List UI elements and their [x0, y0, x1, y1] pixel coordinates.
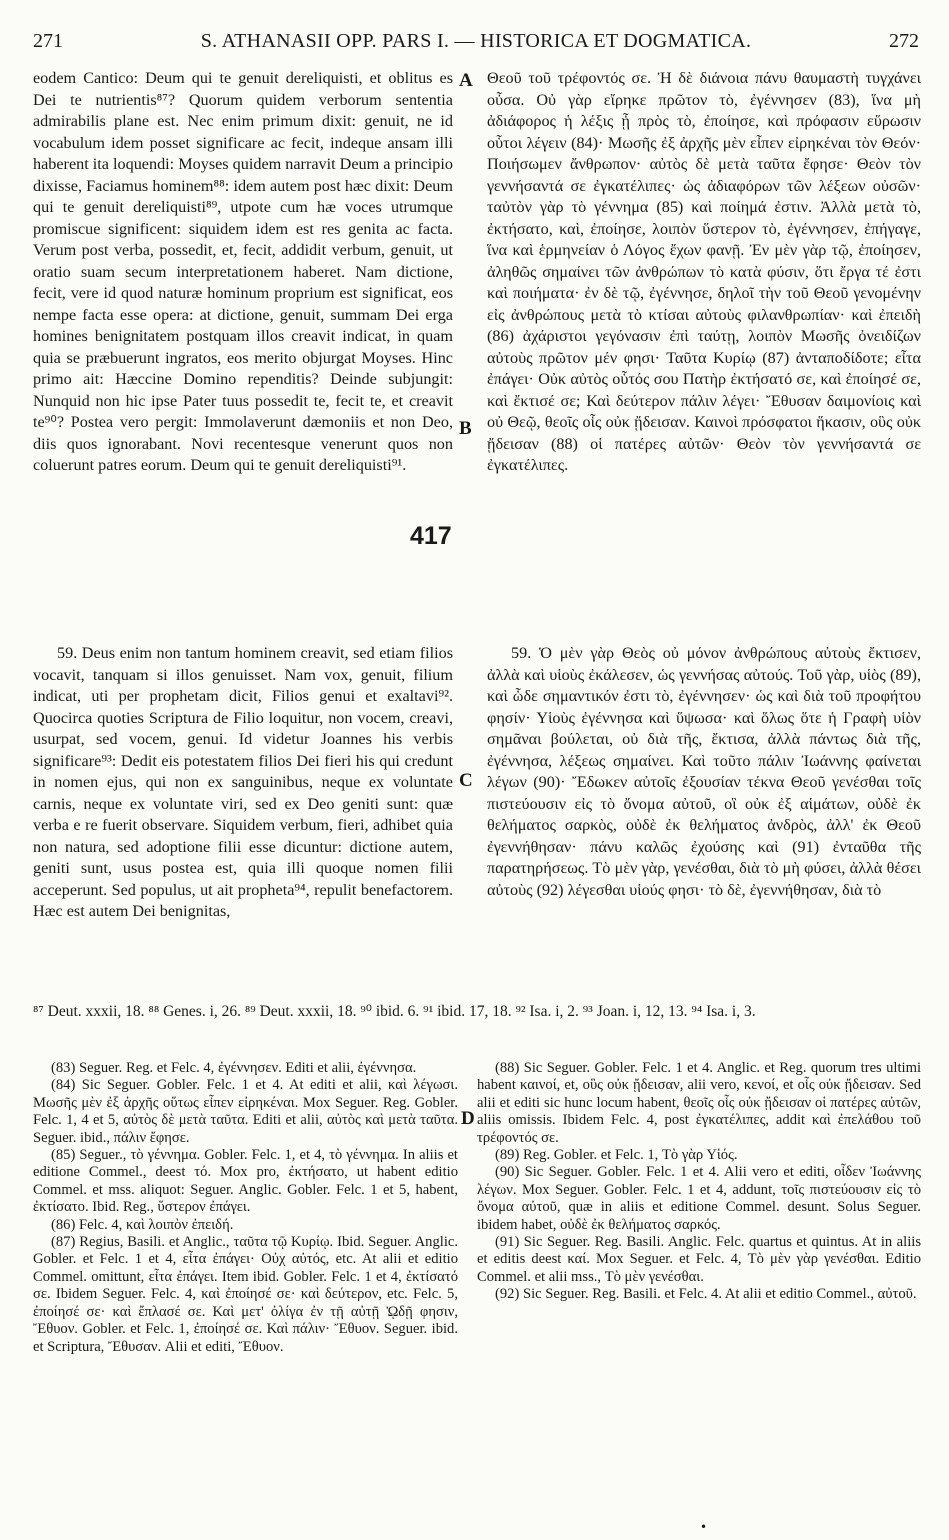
note-87: (87) Regius, Basili. et Anglic., ταῦτα τῷ Κυρίῳ. Ibid. Seguer. Anglic. Gobler. et Felc. 1 et 4, εἶτα ἐπάγει· Οὐχ αὐτός, etc. At alii et editio Commel. omittunt, εἶτα ἐπάγει. Item ibid. Gobler. Felc. 1 et 4, ἐκτίσατό σε. Ibidem Seguer. Felc. 4, καὶ ἐποίησέ σε· καὶ δεύτερον, etc. Felc. 5, ἐποίησέ σε· καὶ ἔπλασέ σε. Καὶ μετ' ὀλίγα ἐν τῇ αὐτῇ ᾨδῇ φησιν, Ἔθυον. Gobler. et Felc. 1, ἐποίησέ σε. Καὶ πάλιν· Ἔθυον. Seguer. ibid. et Scriptura, Ἔθυσαν. Alii et editi, Ἔθυον. [33, 1234, 458, 1355]
latin-main-text: eodem Cantico: Deum qui te genuit dereliquisti, et oblitus es Dei te nutrientis⁸⁷? Quorum quidem verborum sententia admirabilis plane est. Nec enim primum dixit: genuit, ne id vocabulum idem posset significare ac fecit, indeque ansam illi haberent ita loquendi: Moyses quidem narravit Deum a principio dixisse, Faciamus hominem⁸⁸: idem autem post hæc dixit: Deum qui te genuit dereliquisti⁸⁹, utpote cum hæ voces utrumque promiscue significent: siquidem idem est res genita ac facta. Verum post verba, possedit, et, fecit, addidit verbum, genuit, ut oratio suam secum interpretationem haberet. Nam dictione, fecit, vere id quod naturæ hominum proprium est significat, eos nempe facta esse opera: at dictione, genuit, summam Dei erga homines benignitatem postquam illos creavit indicat, in quam quia se præbuerunt ingratos, eos merito objurgat Moyses. Hinc primo ait: Hæccine Domino rependitis? Deinde subjungit: Nunquid non hic ipse Pater tuus possedit te, fecit te, et creavit te⁹⁰? Postea vero pergit: Immolaverunt dæmoniis et non Deo, diis quos ignorabant. Novi recentesque venerunt quos non coluerunt patres eorum. Deum qui te genuit dereliquisti⁹¹. [33, 69, 453, 474]
greek-main-text: Θεοῦ τοῦ τρέφοντός σε. Ἡ δὲ διάνοια πάνυ θαυμαστὴ τυγχάνει οὖσα. Οὐ γὰρ εἴρηκε πρῶτον τὸ, ἐγέννησεν (83), ἵνα μὴ ἀδιάφορος ἡ λέξις ᾖ πρὸς τὸ, ἐποίησε, καὶ πρόφασιν εὕρωσιν οὗτοι λέγειν (84)· Μωσῆς ἐξ ἀρχῆς μὲν εἶπεν εἰρηκέναι τὸν Θεόν· Ποιήσωμεν ἄνθρωπον· αὐτὸς δὲ μετὰ ταῦτα ἔφησε· Θεὸν τὸν γεννήσαντά σε ἐγκατέλιπες· ὡς ἀδιαφόρων τῶν λέξεων οὐσῶν· ταὐτὸν γὰρ τὸ γέννημα (85) καὶ ποίημά ἐστιν. Ἀλλὰ μετὰ τὸ, ἐκτήσατο, καὶ, ἐποίησε, λοιπὸν ὕστερον τὸ, ἐγέννησεν, ἐπήγαγε, ἵνα καὶ ἑρμηνείαν ὁ Λόγος ἔχων φανῇ. Ἐν μὲν γὰρ τῷ, ἐποίησεν, ἀληθῶς σημαίνει τῶν ἀνθρώπων τὸ κατὰ φύσιν, ὅτι ἔργα τέ ἐστι καὶ ποιήματα· ἐν δὲ τῷ, ἐγέννησε, δηλοῖ τὴν τοῦ Θεοῦ γενομένην εἰς ἀνθρώπους μετὰ τὸ κτίσαι αὐτοὺς φιλανθρωπίαν· καὶ ἐπειδὴ (86) ἀχάριστοι γεγόνασιν ἐπὶ ταύτῃ, λοιπὸν Μωσῆς ὀνειδίζων αὐτοὺς πρῶτον μέν φησι· Ταῦτα Κυρίῳ (87) ἀνταποδίδοτε; εἶτα ἐπάγει· Οὐκ αὐτὸς οὗτός σου Πατὴρ ἐκτήσατό σε, καὶ ἐποίησέ σε, καὶ ἔκτισέ σε; Καὶ δεύτερον πάλιν λέγει· Ἔθυσαν δαιμονίοις καὶ οὐ Θεῷ, θεοῖς οἷς οὐκ ᾔδεισαν. Καινοὶ πρόσφατοι ἥκασιν, οὓς οὐκ ᾔδεισαν (88) οἱ πατέρες αὐτῶν· Θεὸν τὸν γεννήσαντά σε ἐγκατέλιπες. [487, 69, 921, 474]
note-92: (92) Sic Seguer. Reg. Basili. et Felc. 4. At alii et editio Commel., αὐτοῦ. [495, 1286, 917, 1303]
note-88: (88) Sic Seguer. Gobler. Felc. 1 et 4. Anglic. et Reg. quorum tres ultimi habent καινοί, et, οὓς οὐκ ᾔδεισαν, alii vero, κενοί, et οἷς οὐκ ᾔδεισαν. Sed alii et editi sic hunc locum habent, θεοῖς οἷς οὐκ ᾔδεισαν οἱ πατέρες αὐτῶν, aliis omissis. Ibidem Felc. 4, post ἐγκατέλιπες, addit καὶ ἐπελάθου τοῦ τρέφοντός σε. [477, 1060, 921, 1146]
greek-main-column [487, 68, 921, 640]
note-84: (84) Sic Seguer. Gobler. Felc. 1 et 4. At editi et alii, καὶ λέγωσι. Μωσῆς μὲν ἐξ ἀρχῆς οὕτως εἶπεν εἰρηκέναι. Mox Seguer. Reg. Gobler. Felc. 1, 4 et 5, αὐτὸς δὲ μετὰ ταῦτα. Editi et alii, αὐτὸς καὶ μετὰ ταῦτα. Seguer. ibid., πάλιν ἔφησε. [33, 1077, 458, 1146]
critical-notes-left [33, 1060, 458, 1515]
latin-main-column [33, 68, 453, 640]
margin-letter-a: A [459, 70, 473, 91]
latin-section-59 [33, 643, 453, 988]
latin-section-59-text: 59. Deus enim non tantum hominem creavit, sed etiam filios vocavit, tanquam si illos genuisset. Nam vox, genuit, filium indicat, uti per prophetam dicit, Filios genui et exaltavi⁹². Quocirca quoties Scriptura de Filio loquitur, non vocem, creavi, usurpat, sed vocem, genui. Id videtur Joannes his verbis significare⁹³: Dedit eis potestatem filios Dei fieri his qui credunt in nomen ejus, qui non ex sanguinibus, neque ex voluntate carnis, neque ex voluntate viri, sed ex Deo geniti sunt: quæ verba e re fuerit observare. Siquidem verbum, fieri, adhibet quia non natura, sed adoptione filii esse dicuntur: dictione autem, geniti sunt, usus postea est, quia illi quoque nomen filii acceperunt. Sed populus, ut ait propheta⁹⁴, repulit benefactorem. Hæc est autem Dei benignitas, [33, 644, 453, 920]
greek-section-59 [487, 643, 921, 988]
page-number-right: 272 [889, 30, 919, 52]
note-89: (89) Reg. Gobler. et Felc. 1, Τὸ γὰρ Υἱός. [495, 1147, 738, 1164]
margin-letter-b: B [459, 418, 472, 439]
running-header [33, 30, 919, 58]
critical-notes-right [477, 1060, 921, 1515]
note-90: (90) Sic Seguer. Gobler. Felc. 1 et 4. Alii vero et editi, οἶδεν Ἰωάννης λέγων. Mox Seguer. Gobler. Felc. 1 et 4, addunt, τοῖς πιστεύουσιν εἰς τὸ ὄνομα αὐτοῦ, quæ in aliis et editione Commel. desunt. Solus Seguer. ibidem habet, οὐδὲ ἐκ θελήματος σαρκός. [477, 1164, 921, 1233]
end-mark: • [700, 1520, 708, 1534]
margin-letter-c: C [459, 770, 473, 791]
edition-page-marker: 417 [410, 522, 452, 550]
scripture-references-text: ⁸⁷ Deut. xxxii, 18. ⁸⁸ Genes. i, 26. ⁸⁹ Deut. xxxii, 18. ⁹⁰ ibid. 6. ⁹¹ ibid. 17, 18. ⁹² Isa. i, 2. ⁹³ Joan. i, 12, 13. ⁹⁴ Isa. i, 3. [33, 1003, 756, 1020]
note-83: (83) Seguer. Reg. et Felc. 4, ἐγέννησεν. Editi et alii, ἐγέννησα. [51, 1060, 417, 1076]
note-86: (86) Felc. 4, καὶ λοιπὸν ἐπειδή. [51, 1216, 234, 1233]
greek-section-59-text: 59. Ὁ μὲν γὰρ Θεὸς οὐ μόνον ἀνθρώπους αὐτοὺς ἔκτισεν, ἀλλὰ καὶ υἱοὺς ἐκάλεσεν, ὡς γεννήσας αὐτούς. Τοῦ γὰρ, υἱὸς (89), καὶ ὧδε σημαντικόν ἐστι τὸ, ἐγέννησεν· ὡς καὶ διὰ τοῦ προφήτου φησίν· Υἱοὺς ἐγέννησα καὶ ὕψωσα· καὶ ὅλως ὅτε ἡ Γραφὴ υἱὸν σημᾶναι βούλεται, οὐ διὰ τῆς, ἔκτισα, ἀλλὰ πάντως διὰ τῆς, ἐγέννησα, λέξεως σημαίνει. Καὶ τοῦτο πάλιν Ἰωάννης φαίνεται λέγων (90)· Ἔδωκεν αὐτοῖς ἐξουσίαν τέκνα Θεοῦ γενέσθαι τοῖς πιστεύουσιν εἰς τὸ ὄνομα αὐτοῦ, οἳ οὐκ ἐξ αἱμάτων, οὐδὲ ἐκ θελήματος σαρκὸς, οὐδὲ ἐκ θελήματος ἀνδρὸς, ἀλλ' ἐκ Θεοῦ ἐγεννήθησαν· πάνυ καλῶς ἐχούσης καὶ (91) ἐνταῦθα τῆς παρατηρήσεως. Τὸ μὲν γὰρ, γενέσθαι, διὰ τὸ μὴ φύσει, ἀλλὰ θέσει αὐτοὺς (92) λέγεσθαι υἱούς φησι· τὸ δὲ, ἐγεννήθησαν, διὰ τὸ [487, 644, 921, 899]
running-title: S. ATHANASII OPP. PARS I. — HISTORICA ET DOGMATICA. [200, 30, 752, 52]
note-85: (85) Seguer., τὸ γέννημα. Gobler. Felc. 1, et 4, τὸ γέννημα. In aliis et editione Commel., deest τό. Mox pro, ἐκτήσατο, ut habent editio Commel. et mss. aliquot: Seguer. Anglic. Gobler. Felc. 1 et 5, habent, ἐκτίσατο. Ibid. Reg., ὕστερον ἐπάγει. [33, 1147, 458, 1216]
margin-letter-d: D [461, 1108, 475, 1129]
note-91: (91) Sic Seguer. Reg. Basili. Anglic. Felc. quartus et quintus. At in aliis et editis deest καί. Mox Seguer. et Felc. 4, Τὸ μὲν γὰρ γενέσθαι. Editio Commel. et alii mss., Τὸ μὲν γενέσθαι. [477, 1234, 921, 1285]
scripture-references [33, 1002, 921, 1022]
page-number-left: 271 [33, 30, 63, 52]
